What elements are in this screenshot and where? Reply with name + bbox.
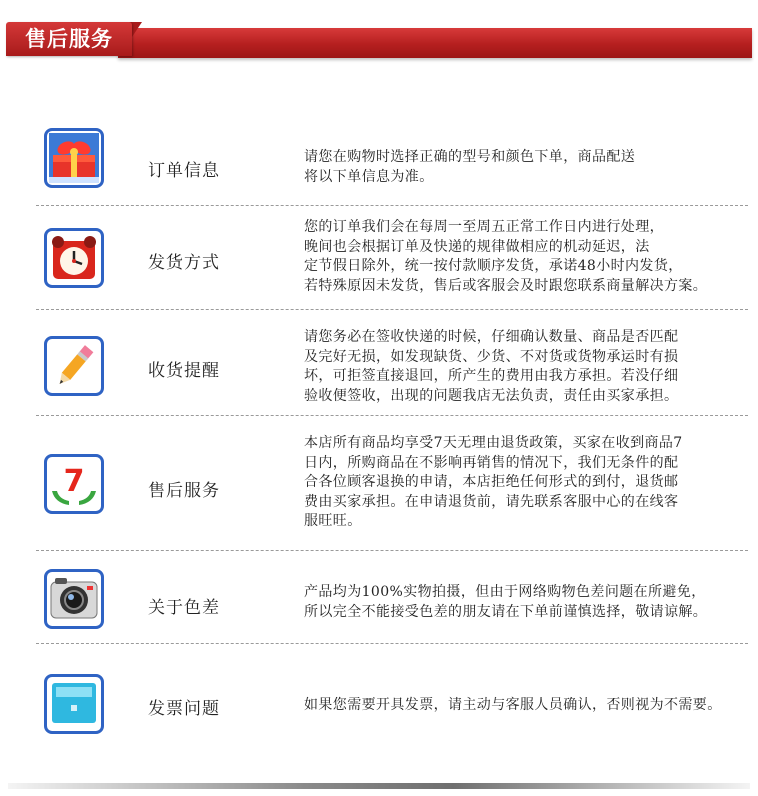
row-description: 产品均为100%实物拍摄，但由于网络购物色差问题在所避免， 所以完全不能接受色差的朋友请在下单前谨慎选择，敬请谅解。 — [304, 584, 708, 620]
pencil-icon — [44, 336, 104, 396]
row-title: 发票问题 — [148, 699, 220, 719]
section-header-banner — [0, 20, 758, 64]
row-description: 本店所有商品均享受7天无理由退货政策，买家在收到商品7 日内，所购商品在不影响再销售的情况下，我们无条件的配 合各位顾客退换的申请，本店拒绝任何形式的到付，退货邮 费由买家承担。在申请退货前，请先联系客服中心的在线客 服旺旺。 — [304, 435, 683, 529]
service-row-shipping — [36, 206, 748, 310]
service-row-receipt-reminder — [36, 310, 748, 416]
gift-box-icon — [44, 128, 104, 188]
section-title: 售后服务 — [6, 22, 132, 56]
seven-day-return-icon — [44, 454, 104, 514]
header-red-bar — [118, 28, 752, 58]
row-description: 请您在购物时选择正确的型号和颜色下单，商品配送 将以下单信息为准。 — [304, 149, 636, 185]
service-row-order-info — [36, 120, 748, 206]
service-row-color-difference — [36, 551, 748, 643]
camera-icon — [44, 569, 104, 629]
service-row-after-sales — [36, 416, 748, 550]
row-description: 如果您需要开具发票，请主动与客服人员确认，否则视为不需要。 — [304, 697, 722, 713]
row-title: 关于色差 — [148, 598, 220, 618]
bottom-divider-bar — [8, 783, 750, 789]
row-title: 订单信息 — [148, 161, 220, 181]
svg-text:7: 7 — [63, 464, 85, 499]
row-title: 收货提醒 — [148, 361, 220, 381]
row-description: 您的订单我们会在每周一至周五正常工作日内进行处理， 晚间也会根据订单及快递的规律做相应的机动延迟，法 定节假日除外，统一按付款顺序发货，承诺48小时内发货， 若特殊原因未发货，售后或客服会及时跟您联系商量解决方案。 — [304, 219, 708, 294]
row-title: 售后服务 — [148, 481, 220, 501]
row-title: 发货方式 — [148, 253, 220, 273]
alarm-clock-icon — [44, 228, 104, 288]
row-description: 请您务必在签收快递的时候，仔细确认数量、商品是否匹配 及完好无损，如发现缺货、少货、不对货或货物承运时有损 坏，可拒签直接退回，所产生的费用由我方承担。若没仔细 验收便签收，出现的问题我店无法负责，责任由买家承担。 — [304, 329, 679, 404]
invoice-icon — [44, 674, 104, 734]
service-row-invoice — [36, 644, 748, 754]
